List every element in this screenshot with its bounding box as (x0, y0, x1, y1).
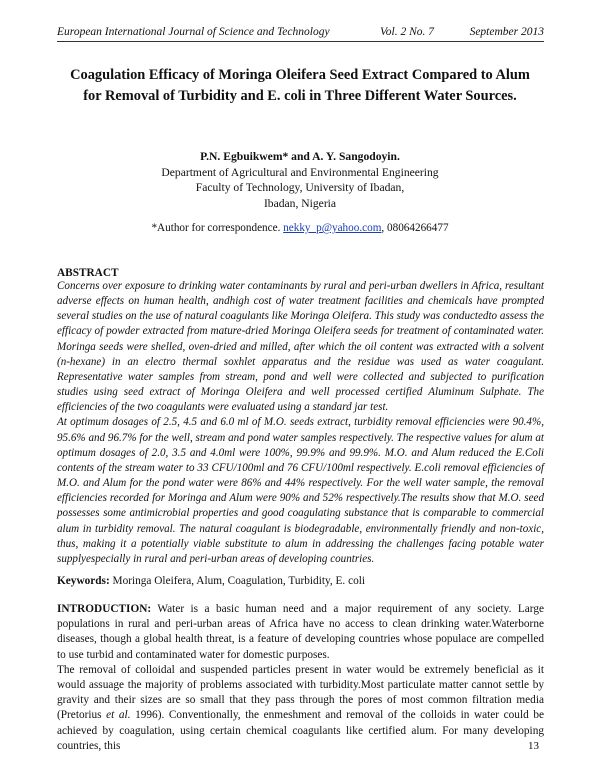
location: Ibadan, Nigeria (263, 196, 337, 210)
running-header (57, 26, 544, 42)
journal-name: European International Journal of Science and Technology (57, 26, 330, 38)
intro-paragraph-2 (57, 663, 544, 754)
abstract-heading: ABSTRACT (57, 267, 119, 279)
correspondence-prefix: *Author for correspondence. (151, 222, 284, 234)
author-names: P.N. Egbuikwem* and A. Y. Sangodoyin. (200, 150, 400, 163)
faculty: Faculty of Technology, University of Ibadan, (195, 181, 405, 194)
abstract-body (57, 279, 544, 567)
introduction-section (57, 602, 544, 754)
abstract-paragraph-2: At optimum dosages of 2.5, 4.5 and 6.0 ml of M.O. seeds extract, turbidity removal efficiencies were 90.4%, 95.6% and 96.7% for the well, stream and pond water samples respectively. The respective values for alum at optimum dosages of 2.0, 3.5 and 4.0ml were 100%, 99.9% and 99.9%. M.O. and Alum reduced the E.Coli contents of the stream water to 33 CFU/100ml and 76 CFU/100ml respectively. E.coli removal efficiencies of M.O. and Alum for the pond water were 86% and 44% respectively. For the well water sample, the removal efficiencies recorded for Moringa and Alum were 90% and 52% respectively.The results show that M.O. seed possesses some antimicrobial properties and good coagulating substance that is comparable to commercial alum in turbidity removal. The natural coagulant is biodegradable, environmentally friendly and non-toxic, thus, making it a potentially viable substitute to alum in addressing the challenges facing potable water supplyespecially in rural and peri-urban areas of developing countries. (57, 416, 544, 565)
et-al: et al. (106, 709, 131, 722)
author-affiliation (60, 149, 540, 211)
issue-date: September 2013 (469, 26, 544, 38)
title-line-2: for Removal of Turbidity and E. coli in Three Different Water Sources. (83, 88, 517, 104)
intro-text-1: Water is a basic human need and a major requirement of any society. Large populations in rural and peri-urban areas of Africa have no access to clean drinking water.Waterborne diseases, though a global health threat, is a feature of developing countries whose populace are compelled to use turbid and contaminated water for domestic purposes. (57, 603, 544, 661)
email-link[interactable]: nekky_p@yahoo.com (283, 222, 382, 234)
correspondence-line (60, 222, 540, 234)
intro-text-2a: The removal of colloidal and suspended particles present in water would be extremely beneficial as it would assuage the majority of problems associated with turbidity.Most particulate matter cannot settle by gravity and their sizes are so small that they pass through the pores of most common filtration media (Pretorius (57, 663, 544, 722)
intro-paragraph-1 (57, 602, 544, 663)
intro-text-2b: 1996). Conventionally, the enmeshment and removal of the colloids in water could be achieved by coagulation, using certain chemical coagulants like certified alum. For many developing countries, this (57, 709, 544, 752)
department: Department of Agricultural and Environmental Engineering (161, 165, 439, 179)
title-line-1: Coagulation Efficacy of Moringa Oleifera Seed Extract Compared to Alum (70, 67, 530, 83)
keywords-text: Moringa Oleifera, Alum, Coagulation, Turbidity, E. coli (109, 575, 366, 587)
volume-number: Vol. 2 No. 7 (380, 26, 434, 38)
correspondence-phone: , 08064266477 (381, 222, 449, 234)
page-number: 13 (528, 740, 539, 752)
paper-title (40, 65, 560, 107)
introduction-label: INTRODUCTION: (57, 603, 152, 615)
keywords-label: Keywords: (57, 575, 110, 587)
abstract-paragraph-1: Concerns over exposure to drinking water contaminants by rural and peri-urban dwellers in Africa, resultant adverse effects on human health, andhigh cost of water treatment facilities and chemicals have prompted several studies on the use of natural coagulants like Moringa Oleifera. This study was conductedto assess the efficacy of powder extracted from mature-dried Moringa Oleifera seeds for treatment of contaminated water. Moringa seeds were shelled, oven-dried and milled, after which the oil content was extracted with a solvent (n-hexane) in an electro thermal soxhlet apparatus and the residue was used as water coagulant. Representative water samples from stream, pond and well were collected and subjected to purification studies using seed extract of Moringa Oleifera and well processed certified Aluminum Sulphate. The efficiencies of the two coagulants were evaluated using a standard jar test. (57, 280, 544, 414)
keywords (57, 574, 544, 589)
